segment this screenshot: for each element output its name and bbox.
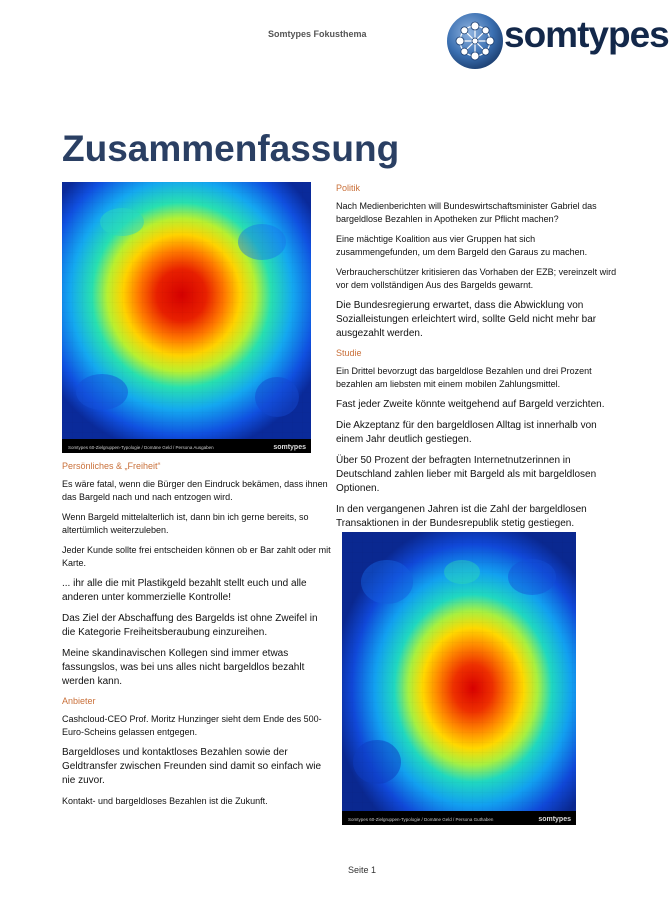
paragraph: Es wäre fatal, wenn die Bürger den Eindruck bekämen, dass ihnen das Bargeld nach und nach entzogen wird. — [62, 479, 328, 502]
paragraph: Verbraucherschützer kritisieren das Vorhaben der EZB; vereinzelt wird vor dem vollständigen Aus des Bargelds gewarnt. — [336, 267, 617, 290]
heatmap-logo: somtypes — [538, 816, 571, 823]
network-logo-icon — [445, 8, 505, 74]
paragraph: Die Akzeptanz für den bargeldlosen Alltag ist innerhalb von einem Jahr deutlich gestiegen. — [336, 420, 597, 445]
paragraph: Fast jeder Zweite könnte weitgehend auf Bargeld verzichten. — [336, 399, 605, 410]
heatmap-caption: Somtypes 60-Zielgruppen-Typologie / Domäne Geld / Persona Guthaben — [348, 817, 494, 822]
paragraph: Das Ziel der Abschaffung des Bargelds ist ohne Zweifel in die Kategorie Freiheitsberaubung einzureihen. — [62, 613, 318, 638]
paragraph: Eine mächtige Koalition aus vier Gruppen hat sich zusammengefunden, um dem Bargeld den Garaus zu machen. — [336, 234, 588, 257]
left-column — [62, 461, 332, 815]
heatmap-image-2 — [342, 532, 576, 825]
paragraph: ... ihr alle die mit Plastikgeld bezahlt stellt euch und alle anderen unter kommerzielle Kontrolle! — [62, 578, 307, 603]
paragraph: Über 50 Prozent der befragten Internetnutzerinnen in Deutschland zahlen lieber mit Bargeld als mit bargeldlosen Optionen. — [336, 455, 597, 494]
section-label-studie: Studie — [336, 348, 362, 358]
paragraph: Kontakt- und bargeldloses Bezahlen ist die Zukunft. — [62, 796, 268, 806]
heatmap-image-1 — [62, 182, 311, 453]
paragraph: Meine skandinavischen Kollegen sind immer etwas fassungslos, was bei uns alles nicht bargeldlos bezahlt werden kann. — [62, 648, 305, 687]
section-label-politik: Politik — [336, 183, 361, 193]
paragraph: Bargeldloses und kontaktloses Bezahlen sowie der Geldtransfer zwischen Freunden sind damit so einfach wie nie zuvor. — [62, 747, 322, 786]
paragraph: Ein Drittel bevorzugt das bargeldlose Bezahlen und drei Prozent bezahlen am liebsten mit einem mobilen Zahlungsmittel. — [336, 366, 592, 389]
page-number: Seite 1 — [348, 865, 377, 875]
right-column — [336, 183, 620, 538]
heatmap-caption: Somtypes 60-Zielgruppen-Typologie / Domäne Geld / Persona Ausgaben — [68, 445, 214, 450]
paragraph: Cashcloud-CEO Prof. Moritz Hunzinger sieht dem Ende des 500-Euro-Scheins gelassen entgegen. — [62, 714, 322, 737]
paragraph: Wenn Bargeld mittelalterlich ist, dann bin ich gerne bereits, so altertümlich weiterzuleben. — [62, 512, 309, 535]
page-title: Zusammenfassung — [62, 128, 400, 169]
heatmap-graphic-2 — [342, 532, 576, 825]
heatmap-logo: somtypes — [273, 444, 306, 451]
heatmap-graphic-1 — [62, 182, 311, 453]
paragraph: Jeder Kunde sollte frei entscheiden können ob er Bar zahlt oder mit Karte. — [62, 545, 331, 568]
paragraph: Nach Medienberichten will Bundeswirtschaftsminister Gabriel das bargeldlose Bezahlen in Apotheken zur Pflicht machen? — [336, 201, 597, 224]
header-label: Somtypes Fokusthema — [268, 29, 367, 39]
paragraph: Die Bundesregierung erwartet, dass die Abwicklung von Sozialleistungen erleichtert wird, sollte Geld nicht mehr bar ausgezahlt werden. — [336, 300, 597, 339]
paragraph: In den vergangenen Jahren ist die Zahl der bargeldlosen Transaktionen in der Bundesrepublik stetig gestiegen. — [336, 504, 587, 529]
logo-wordmark: somtypes — [504, 14, 669, 55]
section-label-personal: Persönliches & „Freiheit“ — [62, 461, 161, 471]
section-label-anbieter: Anbieter — [62, 696, 96, 706]
